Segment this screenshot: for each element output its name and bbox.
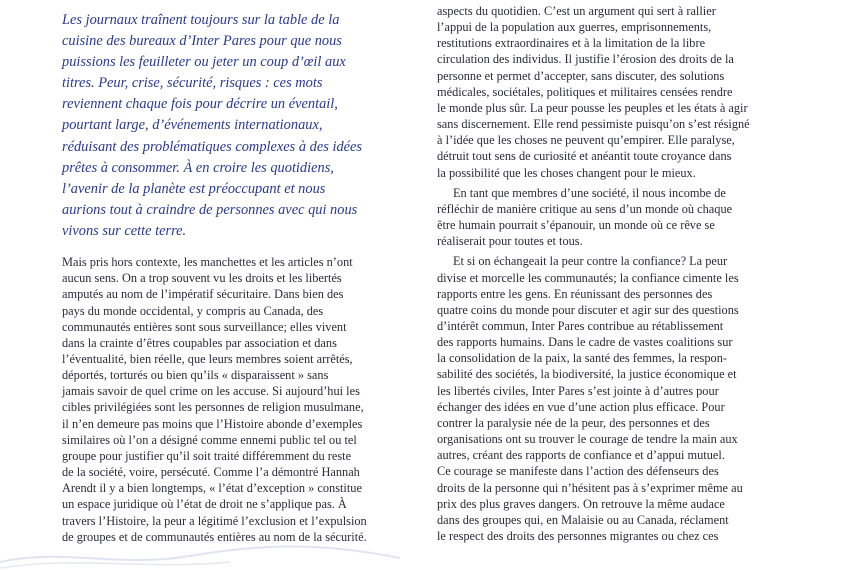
intro-line: puissions les feuilleter ou jeter un coup d’œil aux [62,54,346,71]
text-line: échanger des idées en vue d’une action plus efficace. Pour [437,399,725,414]
text-line: similaires où l’on a désigné comme ennemi public tel ou tel [62,432,357,447]
text-line: Mais pris hors contexte, les manchettes et les articles n’ont [62,255,353,270]
body-paragraph-right [437,185,799,250]
text-line: contrer la paralysie née de la peur, des personnes et des [437,415,710,430]
right-column [437,0,799,544]
left-column [62,0,418,545]
intro-line: réduisant des problématiques complexes à des idées [62,138,363,155]
text-line: aspects du quotidien. C’est un argument qui sert à rallier [437,4,716,18]
text-line: des rapports humains. Dans le cadre de vastes coalitions sur [437,335,733,350]
text-line: En tant que membres d’une société, il nous incombe de [453,185,726,200]
text-line: médicales, sociétales, politiques et militaires censées rendre [437,84,733,99]
text-line: restitutions extraordinaires et à la limitation de la libre [437,36,706,51]
text-line: quatre coins du monde pour discuter et agir sur des questions [437,302,739,317]
intro-paragraph [62,10,418,242]
text-line: prix des plus graves dangers. On retrouve la même audace [437,496,725,511]
text-line: détruit tout sens de curiosité et anéantit toute croyance dans [437,149,732,164]
text-line: réaliserait pour toutes et tous. [437,234,583,249]
text-line: personne et permet d’accepter, sans discuter, des solutions [437,68,725,83]
text-line: divise et morcelle les communautés; la confiance cimente les [437,270,739,285]
text-line: droits de la personne qui n’hésitent pas à s’exprimer même au [437,480,743,495]
intro-line: reviennent chaque fois pour décrire un éventail, [62,96,338,113]
text-line: travers l’Histoire, la peur a légitimé l’exclusion et l’expulsion [62,513,367,528]
text-line: il n’en demeure pas moins que l’Histoire abonde d’exemples [62,416,363,431]
text-line: de la société, voire, persécuté. Comme l’a démontré Hannah [62,465,360,480]
text-line: pays du monde occidental, y compris au Canada, des [62,303,324,318]
body-paragraph-right [437,3,799,181]
text-line: autres, créant des rapports de confiance et d’appui mutuel. [437,448,725,463]
text-line: dans la crainte d’êtres coupables par association et dans [62,335,337,350]
text-line: de groupes et de communautés entières au nom de la sécurité. [62,529,367,544]
text-line: cibles privilégiées sont les personnes de religion musulmane, [62,400,364,415]
text-line: les libertés civiles, Inter Pares s’est jointe à d’autres pour [437,383,719,398]
body-paragraph-left [62,254,418,545]
text-line: Ce courage se manifeste dans l’action des défenseurs des [437,464,719,479]
text-line: le monde plus sûr. La peur pousse les peuples et les états à agir [437,100,748,115]
text-line: l’éventualité, bien réelle, que leurs membres soient arrêtés, [62,351,353,366]
text-line: jamais savoir de quel crime on les accuse. Si aujourd’hui les [62,384,360,399]
text-line: sans discernement. Elle rend pessimiste puisqu’on s’est résigné [437,117,750,132]
text-line: sabilité des sociétés, la biodiversité, la justice économique et [437,367,737,382]
intro-line: cuisine des bureaux d’Inter Pares pour que nous [62,33,342,50]
text-line: Et si on échangeait la peur contre la confiance? La peur [453,254,728,269]
text-line: communautés entières sont sous surveillance; elles vivent [62,319,347,334]
text-line: réfléchir de manière critique au sens d’un monde où chaque [437,201,733,216]
body-paragraph-right [437,253,799,544]
text-line: déportés, torturés ou bien qu’ils « disparaissent » sans [62,368,329,383]
text-line: organisations ont su trouver le courage de tendre la main aux [437,432,738,447]
intro-line: l’avenir de la planète est préoccupant et nous [62,180,326,197]
text-line: Arendt il y a bien longtemps, « l’état d’exception » constitue [62,481,362,496]
text-line: être humain pourrait s’épanouir, un monde où ce rêve se [437,218,715,233]
text-line: amputés au nom de l’impératif sécuritaire. Dans bien des [62,287,344,302]
text-line: le respect des droits des personnes migrantes ou chez ces [437,529,719,543]
text-line: la possibilité que les choses changent pour le mieux. [437,165,696,180]
intro-line: Les journaux traînent toujours sur la table de la [62,12,340,28]
intro-line: pourtant large, d’événements internationaux, [62,117,323,134]
intro-line: titres. Peur, crise, sécurité, risques : ces mots [62,75,323,92]
intro-line: vivons sur cette terre. [62,222,187,239]
text-line: un espace juridique où l’état de droit ne s’applique pas. À [62,497,347,512]
intro-line: aurions tout à craindre de personnes avec qui nous [62,201,358,218]
text-line: d’intérêt commun, Inter Pares contribue au rétablissement [437,318,724,333]
text-line: rapports entre les gens. En réunissant des personnes des [437,286,713,301]
text-line: l’appui de la population aux guerres, emprisonnements, [437,20,712,35]
text-line: aucun sens. On a trop souvent vu les droits et les libertés [62,271,342,286]
text-line: à l’idée que les choses ne peuvent qu’empirer. Elle paralyse, [437,133,735,148]
intro-line: prêtes à consommer. À en croire les quotidiens, [62,159,334,176]
text-line: groupe pour justifier qu’il soit traité différemment du reste [62,448,352,463]
text-line: la consolidation de la paix, la santé des femmes, la respon- [437,351,727,366]
text-line: circulation des individus. Il justifie l’érosion des droits de la [437,52,734,67]
text-line: dans des groupes qui, en Malaisie ou au Canada, réclament [437,512,729,527]
